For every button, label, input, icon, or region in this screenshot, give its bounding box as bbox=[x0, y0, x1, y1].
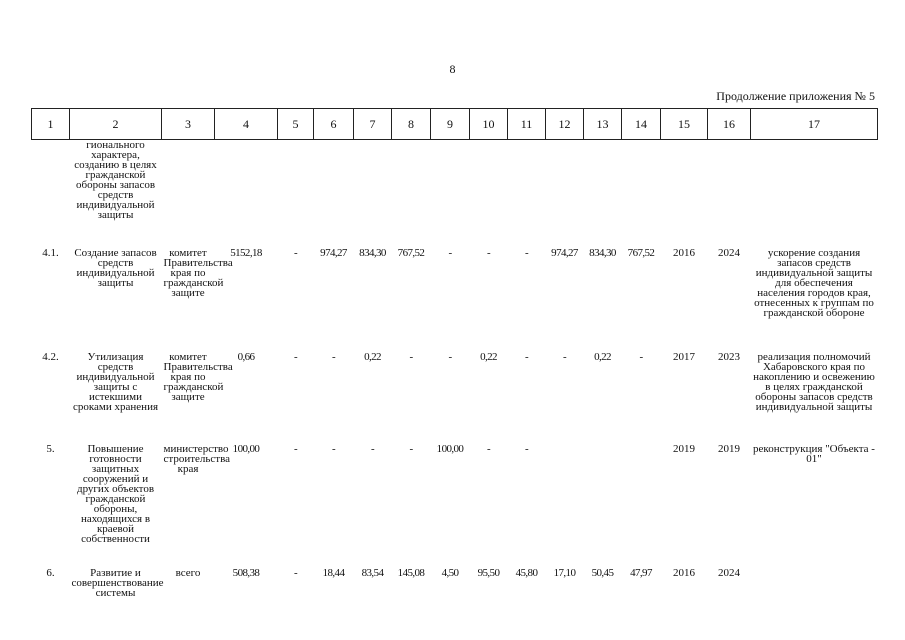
table-cell: 0,22 bbox=[364, 350, 381, 363]
table-cell: - bbox=[524, 350, 529, 363]
table-cell: - bbox=[486, 442, 491, 455]
table-cell: - bbox=[293, 566, 298, 579]
table-cell bbox=[354, 140, 392, 248]
table-cell: Создание запасов средств индивидуальной защиты bbox=[74, 246, 157, 289]
table-cell: Утилизация средств индивидуальной защиты с истекшими сроками хранения bbox=[72, 350, 159, 413]
table-cell: 5152,18 bbox=[230, 246, 262, 259]
table-cell bbox=[584, 140, 622, 248]
table-cell: 2019 bbox=[718, 442, 740, 455]
header-row bbox=[32, 109, 878, 140]
column-header: 8 bbox=[392, 109, 431, 140]
table-cell: 767,52 bbox=[627, 246, 655, 259]
table-cell: 2024 bbox=[718, 566, 740, 579]
table-cell: 47,97 bbox=[630, 566, 652, 579]
table-cell: - bbox=[331, 350, 336, 363]
table-cell: 2016 bbox=[673, 566, 695, 579]
table-cell: гионального характера, созданию в целях гражданской обороны запасов средств индивидуальной защиты bbox=[74, 139, 157, 221]
table-cell: ускорение создания запасов средств индивидуальной защиты для обеспечения населения городов края, отнесенных к группам по гражданской обороне bbox=[754, 246, 874, 319]
column-header: 11 bbox=[508, 109, 546, 140]
table-cell: - bbox=[524, 442, 529, 455]
table-cell bbox=[584, 444, 622, 568]
table-cell: 50,45 bbox=[591, 566, 614, 579]
column-header: 1 bbox=[32, 109, 70, 140]
table-cell: 145,08 bbox=[397, 566, 425, 579]
table-cell: Повышение готовности защитных сооружений и других объектов гражданской обороны, находящихся в краевой собственности bbox=[76, 442, 155, 545]
table-cell bbox=[215, 140, 278, 248]
table-cell: 834,30 bbox=[359, 246, 386, 259]
column-header: 14 bbox=[622, 109, 661, 140]
table-row bbox=[32, 248, 878, 352]
table-cell: - bbox=[448, 246, 452, 259]
table-cell: - bbox=[293, 442, 298, 455]
table-cell: 2016 bbox=[673, 246, 695, 259]
table-cell: 0,66 bbox=[237, 350, 255, 363]
table-cell bbox=[314, 140, 354, 248]
table-cell bbox=[751, 140, 878, 248]
table-cell: министерство строительства края bbox=[163, 442, 231, 475]
table-cell: - bbox=[409, 442, 413, 455]
table-cell: - bbox=[331, 442, 336, 455]
table-cell: 100,00 bbox=[232, 442, 260, 455]
table-cell: всего bbox=[175, 566, 201, 579]
table-cell bbox=[162, 140, 215, 248]
column-header: 3 bbox=[162, 109, 215, 140]
column-header: 2 bbox=[70, 109, 162, 140]
table-cell: - bbox=[486, 246, 491, 259]
table-cell: 83,54 bbox=[361, 566, 384, 579]
table-cell bbox=[622, 444, 661, 568]
table-cell: 18,44 bbox=[322, 566, 345, 579]
table-cell bbox=[278, 140, 314, 248]
table-row bbox=[32, 140, 878, 248]
column-header: 9 bbox=[431, 109, 470, 140]
table-cell: 974,27 bbox=[551, 246, 578, 259]
table-cell: - bbox=[293, 350, 298, 363]
table-body bbox=[32, 140, 878, 618]
column-header: 13 bbox=[584, 109, 622, 140]
table-cell: реконструкция "Объекта - 01" bbox=[753, 442, 875, 465]
table-cell: комитет Правительства края по гражданской защите bbox=[163, 350, 233, 403]
column-header: 15 bbox=[661, 109, 708, 140]
table-cell bbox=[508, 140, 546, 248]
table-cell bbox=[32, 140, 70, 248]
table-cell: 4.2. bbox=[42, 350, 59, 363]
table-cell: - bbox=[409, 350, 413, 363]
table-cell bbox=[546, 444, 584, 568]
table-cell: - bbox=[293, 246, 298, 259]
table-cell: 4.1. bbox=[42, 246, 59, 259]
table-cell: 17,10 bbox=[553, 566, 576, 579]
table-cell: 2023 bbox=[718, 350, 740, 363]
table-cell: 95,50 bbox=[477, 566, 500, 579]
program-table bbox=[31, 108, 878, 618]
column-header: 17 bbox=[751, 109, 878, 140]
column-header: 10 bbox=[470, 109, 508, 140]
table-cell: 834,30 bbox=[589, 246, 616, 259]
continuation-label: Продолжение приложения № 5 bbox=[716, 89, 875, 103]
table-row bbox=[32, 444, 878, 568]
table-row bbox=[32, 352, 878, 444]
table-cell: 4,50 bbox=[441, 566, 459, 579]
table-cell: 0,22 bbox=[480, 350, 497, 363]
table-cell bbox=[751, 568, 878, 618]
table-cell bbox=[431, 140, 470, 248]
table-cell bbox=[622, 140, 661, 248]
table-cell: реализация полномочий Хабаровского края по накоплению и освежению в целях гражданской обороны запасов средств индивидуальной защиты bbox=[753, 350, 875, 413]
column-header: 16 bbox=[708, 109, 751, 140]
table-cell: 2024 bbox=[718, 246, 740, 259]
column-header: 4 bbox=[215, 109, 278, 140]
table-row bbox=[32, 568, 878, 618]
table-cell bbox=[546, 140, 584, 248]
table-cell: 508,38 bbox=[232, 566, 260, 579]
table-cell: Развитие и совершенствование системы bbox=[71, 566, 164, 599]
table-cell: 100,00 bbox=[436, 442, 464, 455]
table-cell: - bbox=[562, 350, 567, 363]
table-cell bbox=[708, 140, 751, 248]
table-cell: - bbox=[639, 350, 643, 363]
column-header: 7 bbox=[354, 109, 392, 140]
table-cell: - bbox=[448, 350, 452, 363]
table-cell: 0,22 bbox=[594, 350, 611, 363]
table-cell: 45,80 bbox=[515, 566, 538, 579]
table-cell: 6. bbox=[46, 566, 55, 579]
table-cell: - bbox=[370, 442, 375, 455]
column-header: 5 bbox=[278, 109, 314, 140]
table-cell: 2019 bbox=[673, 442, 695, 455]
table-cell: 974,27 bbox=[320, 246, 347, 259]
column-header: 6 bbox=[314, 109, 354, 140]
table-cell: 5. bbox=[46, 442, 55, 455]
table-cell bbox=[470, 140, 508, 248]
table-cell: комитет Правительства края по гражданской защите bbox=[163, 246, 233, 299]
table-cell: 2017 bbox=[673, 350, 695, 363]
table-cell: 767,52 bbox=[397, 246, 425, 259]
page-number: 8 bbox=[449, 62, 456, 76]
table-cell: - bbox=[524, 246, 529, 259]
column-header: 12 bbox=[546, 109, 584, 140]
table-cell bbox=[392, 140, 431, 248]
table-cell bbox=[661, 140, 708, 248]
